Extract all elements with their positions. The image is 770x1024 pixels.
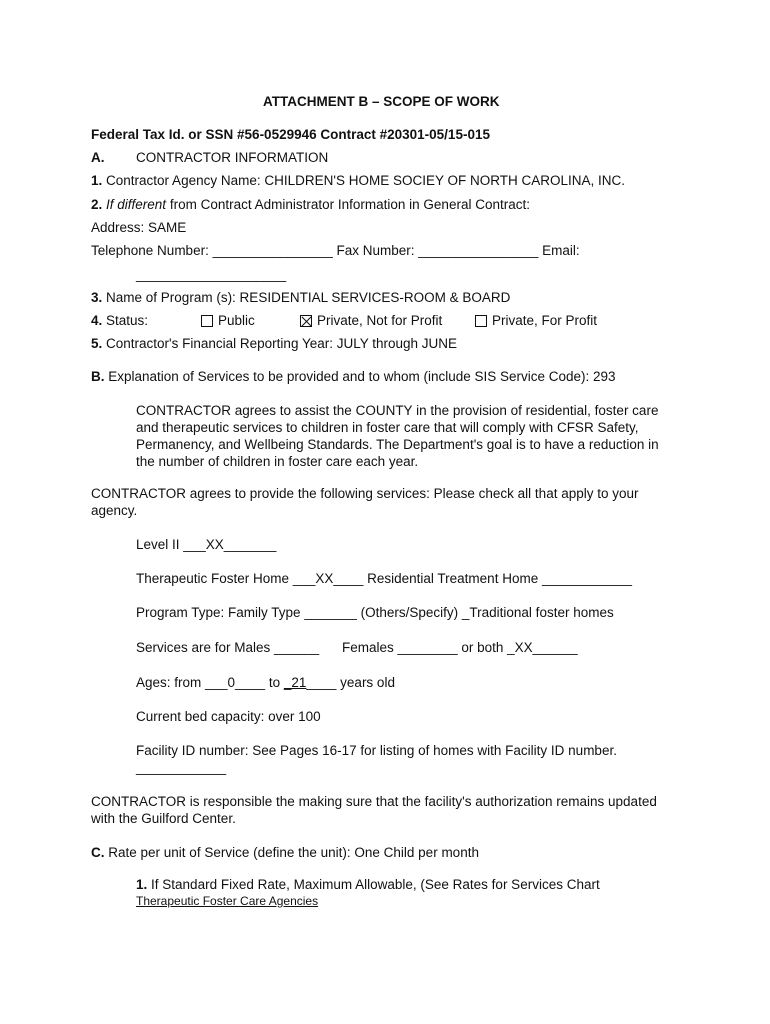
agency-name: Contractor Agency Name: CHILDREN'S HOME SOCIEY OF NORTH CAROLINA, INC. <box>106 173 625 188</box>
item-4-status <box>91 312 691 329</box>
females-field: Females ________ or both _XX______ <box>342 640 578 655</box>
ages-line <box>136 674 395 691</box>
address-line: Address: SAME <box>91 220 187 235</box>
paragraph-line: with the Guilford Center. <box>91 811 236 826</box>
agreement-paragraph <box>136 402 659 470</box>
page-title: ATTACHMENT B – SCOPE OF WORK <box>263 94 500 109</box>
paragraph-line: CONTRACTOR agrees to provide the following services: Please check all that apply to your <box>91 486 639 501</box>
paragraph-line: CONTRACTOR agrees to assist the COUNTY in the provision of residential, foster care <box>136 403 659 418</box>
paragraph-line: Permanency, and Wellbeing Standards. The Department's goal is to have a reduction in <box>136 437 659 452</box>
telephone-fax-email-line: Telephone Number: ________________ Fax Number: ________________ Email: <box>91 243 580 258</box>
ages-suffix: ____ years old <box>306 675 395 690</box>
item-1-number: 1. <box>91 173 103 188</box>
item-2-italic: If different <box>106 197 167 212</box>
section-a-heading <box>91 149 329 166</box>
item-2-text: from Contract Administrator Information in General Contract: <box>166 197 530 212</box>
status-option-label: Public <box>218 313 255 328</box>
status-option-private-nonprofit[interactable] <box>300 312 442 329</box>
bed-capacity-line: Current bed capacity: over 100 <box>136 709 321 724</box>
section-b-letter: B. <box>91 369 105 384</box>
c-item-1-text: If Standard Fixed Rate, Maximum Allowable, (See Rates for Services Chart <box>151 877 600 892</box>
checkbox-private-nonprofit-checked[interactable] <box>300 315 312 327</box>
responsibility-paragraph <box>91 793 657 827</box>
paragraph-line: agency. <box>91 503 138 518</box>
tax-contract-line: Federal Tax Id. or SSN #56-0529946 Contract #20301-05/15-015 <box>91 127 490 142</box>
section-c <box>91 844 479 861</box>
level-line: Level II ___XX_______ <box>136 537 277 552</box>
facility-id-line: Facility ID number: See Pages 16-17 for listing of homes with Facility ID number. <box>136 743 617 758</box>
item-3-number: 3. <box>91 290 103 305</box>
section-b <box>91 368 616 385</box>
ages-prefix: Ages: from ___0____ to <box>136 675 284 690</box>
section-c-letter: C. <box>91 845 105 860</box>
services-paragraph <box>91 485 639 519</box>
item-2 <box>91 196 530 213</box>
program-type-line: Program Type: Family Type _______ (Others/Specify) _Traditional foster homes <box>136 605 614 620</box>
item-5 <box>91 335 457 352</box>
section-a-title: CONTRACTOR INFORMATION <box>136 150 329 165</box>
therapeutic-home-line: Therapeutic Foster Home ___XX____ Residential Treatment Home ____________ <box>136 571 633 586</box>
section-b-text: Explanation of Services to be provided and to whom (include SIS Service Code): 293 <box>108 369 616 384</box>
c-item-1-number: 1. <box>136 877 148 892</box>
section-c-text: Rate per unit of Service (define the unit): One Child per month <box>108 845 479 860</box>
checkbox-private-profit[interactable] <box>475 315 487 327</box>
status-option-public[interactable] <box>201 312 255 329</box>
c-item-1 <box>136 876 600 893</box>
paragraph-line: the number of children in foster care each year. <box>136 454 419 469</box>
checkbox-public[interactable] <box>201 315 213 327</box>
item-5-number: 5. <box>91 336 103 351</box>
program-name: Name of Program (s): RESIDENTIAL SERVICES-ROOM & BOARD <box>106 290 511 305</box>
therapeutic-foster-care-link: Therapeutic Foster Care Agencies <box>136 894 319 908</box>
status-label: Status: <box>106 313 149 328</box>
item-4-number: 4. <box>91 313 103 328</box>
gender-line <box>136 639 578 656</box>
item-2-number: 2. <box>91 197 103 212</box>
ages-to-value: _21 <box>283 675 307 690</box>
item-1 <box>91 172 625 189</box>
status-option-private-profit[interactable] <box>475 312 597 329</box>
item-3 <box>91 289 510 306</box>
facility-id-blank: ____________ <box>136 760 227 775</box>
email-blank: ____________________ <box>136 267 287 282</box>
status-option-label: Private, For Profit <box>492 313 598 328</box>
paragraph-line: and therapeutic services to children in foster care that will comply with CFSR Safety, <box>136 420 639 435</box>
reporting-year: Contractor's Financial Reporting Year: JULY through JUNE <box>106 336 458 351</box>
paragraph-line: CONTRACTOR is responsible the making sure that the facility's authorization remains updated <box>91 794 657 809</box>
males-field: Services are for Males ______ <box>136 640 320 655</box>
section-a-letter: A. <box>91 150 105 165</box>
status-option-label: Private, Not for Profit <box>317 313 443 328</box>
